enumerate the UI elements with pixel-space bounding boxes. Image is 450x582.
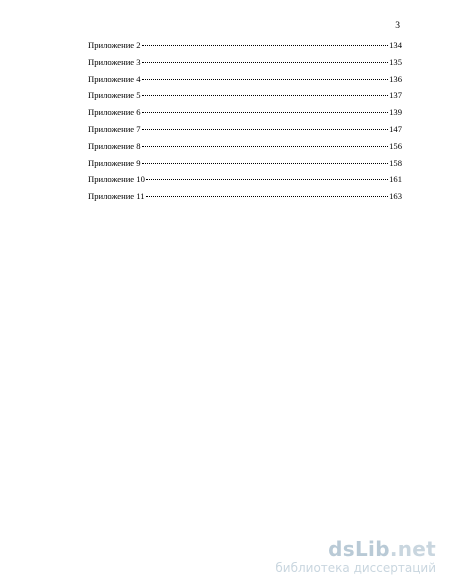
toc-entry-label: Приложение 2: [88, 40, 141, 50]
toc-entry: [88, 57, 402, 74]
toc-leader-dots: [142, 112, 389, 113]
page-number: 3: [395, 21, 400, 31]
toc-entry-page: 161: [389, 174, 402, 185]
toc-entry-page: 156: [389, 140, 402, 151]
watermark-subtitle: библиотека диссертаций: [275, 561, 436, 575]
toc-entry-page: 158: [389, 157, 402, 168]
toc-entry-page: 136: [389, 73, 402, 84]
toc-entry: [88, 174, 402, 191]
toc-leader-dots: [142, 95, 389, 96]
toc-entry: [88, 90, 402, 107]
toc-entry-label: Приложение 11: [88, 191, 145, 202]
toc-entry-label: Приложение 5: [88, 90, 141, 101]
toc-entry: [88, 141, 402, 158]
toc-entry-label: Приложение 7: [88, 123, 141, 134]
toc-entry-page: 134: [389, 40, 402, 50]
toc-leader-dots: [142, 146, 389, 147]
toc-leader-dots: [142, 79, 389, 80]
toc-entry: [88, 74, 402, 91]
watermark-logo-ds: ds: [328, 537, 355, 561]
watermark-logo-net: .net: [389, 537, 436, 561]
toc-entry-label: Приложение 10: [88, 174, 145, 185]
watermark-logo-lib: Lib: [355, 537, 390, 561]
toc-leader-dots: [142, 129, 389, 130]
toc-entry: [88, 158, 402, 175]
toc-leader-dots: [142, 45, 389, 46]
toc-entry-page: 147: [389, 123, 402, 134]
toc-entry: [88, 107, 402, 124]
toc-entry-page: 135: [389, 56, 402, 67]
toc-entry: [88, 124, 402, 141]
toc-entry-page: 163: [389, 191, 402, 202]
toc-leader-dots: [142, 163, 389, 164]
toc-entry-label: Приложение 9: [88, 157, 141, 168]
toc-entry-label: Приложение 4: [88, 73, 141, 84]
toc-entry-label: Приложение 8: [88, 140, 141, 151]
toc-entry-label: Приложение 6: [88, 107, 141, 118]
dslib-watermark: [275, 539, 436, 574]
toc-entry-label: Приложение 3: [88, 56, 141, 67]
toc-entry-page: 139: [389, 107, 402, 118]
toc-entry: [88, 191, 402, 208]
watermark-logo: [275, 539, 436, 559]
toc-entry-page: 137: [389, 90, 402, 101]
toc-leader-dots: [142, 62, 389, 63]
toc-leader-dots: [146, 179, 388, 180]
table-of-contents: [88, 40, 402, 208]
toc-leader-dots: [146, 196, 389, 197]
toc-entry: [88, 40, 402, 57]
